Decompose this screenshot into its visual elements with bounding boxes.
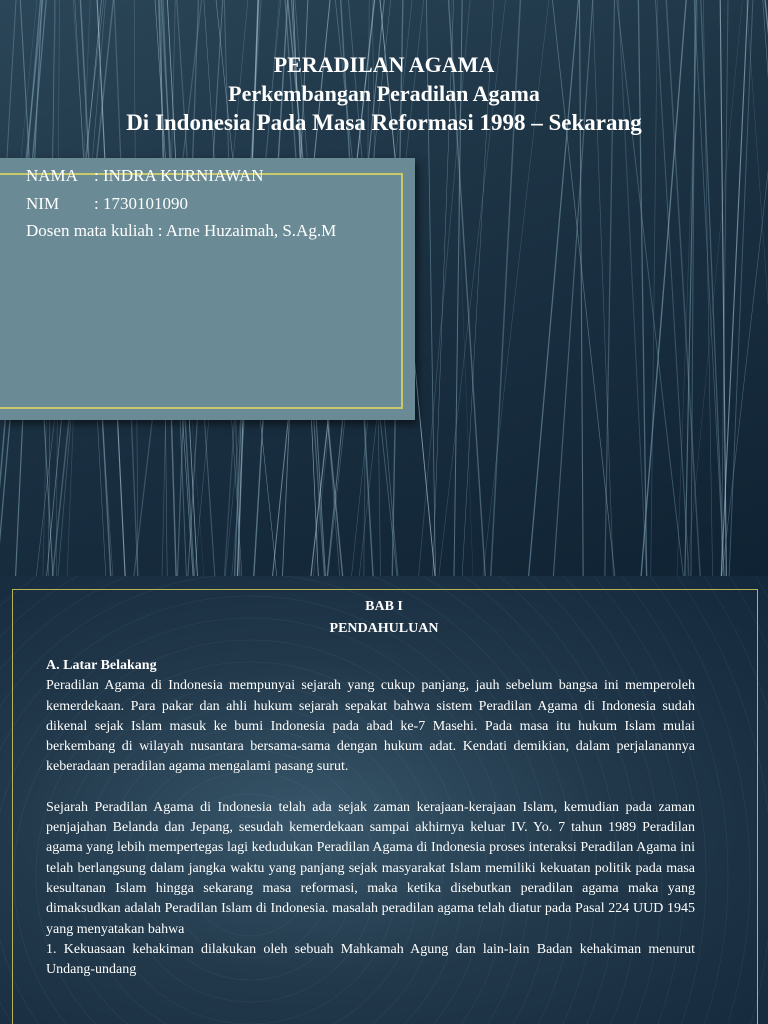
chapter-heading [0, 596, 768, 640]
chapter-title: PENDAHULUAN [329, 621, 439, 636]
name-value: : INDRA KURNIAWAN [94, 166, 264, 185]
title-block [0, 50, 768, 137]
slide-title: PERADILAN AGAMA [273, 52, 495, 77]
name-row [26, 162, 336, 190]
nim-value: : 1730101090 [94, 193, 188, 213]
paragraph-gap [46, 778, 695, 798]
paragraph-2: Sejarah Peradilan Agama di Indonesia telah ada sejak zaman kerajaan-kerajaan Islam, kemudian pada zaman penjajahan Belanda dan Jepang, sesudah kemerdekaan sampai akhirnya keluar IV. Yo. 7 tahun 1989 Peradilan agama yang lebih mempertegas lagi kedudukan Peradilan Agama di Indonesia proses interaksi Peradilan Agama ini telah berlangsung dalam jangka waktu yang panjang sejak masyarakat Islam memiliki kekuatan politik pada masa kesultanan Islam hingga sekarang masa reformasi, maka ketika disebutkan peradilan agama maka yang dimaksudkan adalah Peradilan Islam di Indonesia. masalah peradilan agama telah diatur pada Pasal 224 UUD 1945 yang menyatakan bahwa [46, 799, 695, 937]
content-slide [0, 576, 768, 1024]
chapter-number: BAB I [365, 599, 403, 614]
name-label: NAMA [26, 166, 78, 185]
slide-subtitle: Perkembangan Peradilan Agama [228, 81, 540, 106]
section-heading: A. Latar Belakang [46, 658, 157, 673]
slide-subtitle-period: Di Indonesia Pada Masa Reformasi 1998 – Sekarang [126, 110, 642, 135]
author-info [26, 162, 336, 245]
list-item-1: 1. Kekuasaan kehakiman dilakukan oleh sebuah Mahkamah Agung dan lain-lain Badan kehakiman menurut Undang-undang [46, 941, 695, 978]
chapter-body [46, 656, 695, 980]
paragraph-1: Peradilan Agama di Indonesia mempunyai sejarah yang cukup panjang, jauh sebelum bangsa ini memperoleh kemerdekaan. Para pakar dan ahli hukum sejarah sepakat bahwa sistem Peradilan Agama di Indonesia sudah dikenal sejak Islam masuk ke bumi Indonesia pada abad ke-7 Masehi. Pada masa itu hukum Islam mulai berkembang di wilayah nusantara bersama-sama dengan hukum adat. Kendati demikian, dalam perjalanannya keberadaan peradilan agama mengalami pasang surut. [46, 678, 695, 775]
nim-row [26, 190, 336, 218]
lecturer-row: Dosen mata kuliah : Arne Huzaimah, S.Ag.M [26, 221, 337, 240]
nim-label: NIM [26, 193, 60, 213]
